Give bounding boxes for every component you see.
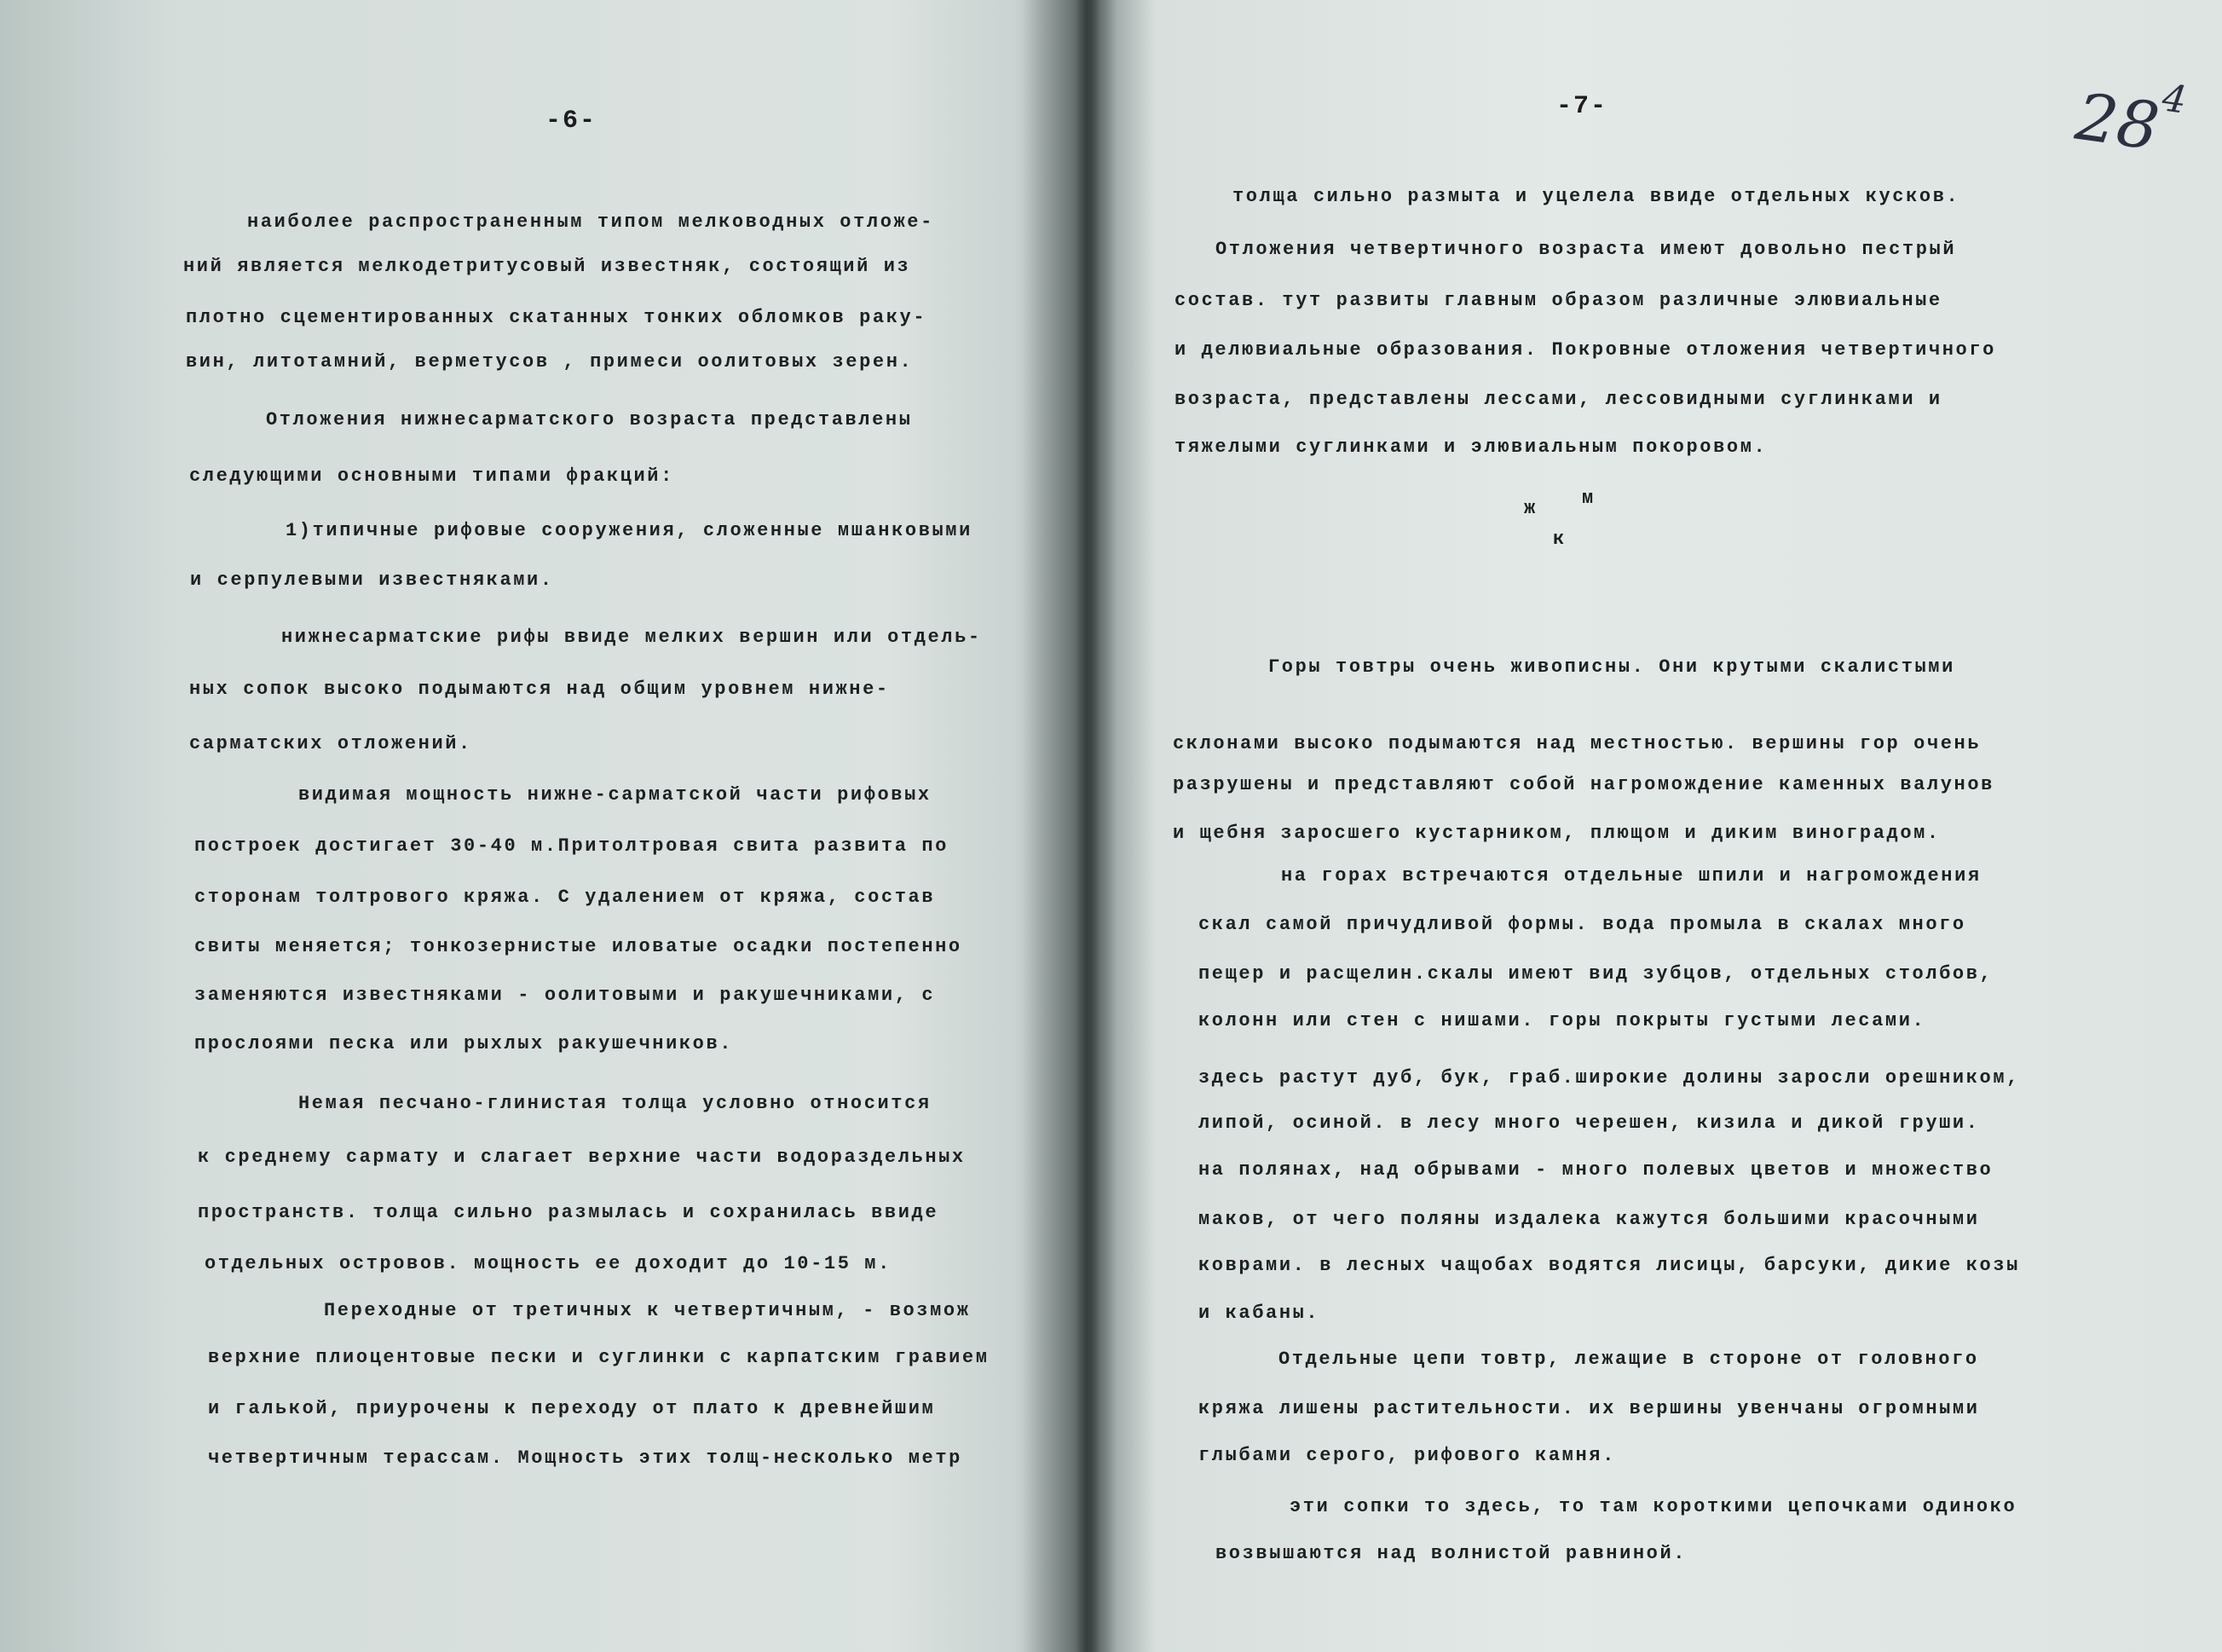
text-line: возраста, представлены лессами, лессовидными суглинками и xyxy=(1174,389,1942,410)
asterism-mark: ж xyxy=(1524,498,1536,519)
text-line: маков, от чего поляны издалека кажутся большими красочными xyxy=(1198,1209,1980,1230)
text-line: Горы товтры очень живописны. Они крутыми скалистыми xyxy=(1268,656,1955,678)
text-line: скал самой причудливой формы. вода промыла в скалах много xyxy=(1198,914,1966,935)
page-number: -6- xyxy=(545,107,597,136)
text-line: 1)типичные рифовые сооружения, сложенные мшанковыми xyxy=(286,520,972,541)
text-line: коврами. в лесных чащобах водятся лисицы, барсуки, дикие козы xyxy=(1198,1255,2020,1276)
text-line: пещер и расщелин.скалы имеют вид зубцов, отдельных столбов, xyxy=(1198,963,1994,985)
text-line: Переходные от третичных к четвертичным, - возмож xyxy=(324,1300,971,1321)
text-line: разрушены и представляют собой нагромождение каменных валунов xyxy=(1173,774,1994,795)
page-number: -7- xyxy=(1556,92,1608,121)
text-line: заменяются известняками - оолитовыми и ракушечниками, с xyxy=(194,985,936,1006)
text-line: верхние плиоцентовые пески и суглинки с карпатским гравием xyxy=(208,1347,990,1368)
text-line: возвышаются над волнистой равниной. xyxy=(1215,1543,1688,1564)
text-line: сарматских отложений. xyxy=(189,733,472,754)
text-line: на полянах, над обрывами - много полевых цветов и множество xyxy=(1198,1159,1994,1181)
text-line: Немая песчано-глинистая толща условно относится xyxy=(298,1093,932,1114)
archive-number-value: 28 xyxy=(2071,78,2164,165)
text-line: тяжелыми суглинками и элювиальным покоровом. xyxy=(1174,436,1768,458)
text-line: нижнесарматские рифы ввиде мелких вершин или отдель- xyxy=(281,627,982,648)
text-line: кряжа лишены растительности. их вершины увенчаны огромными xyxy=(1198,1398,1980,1419)
text-line: пространств. толща сильно размылась и сохранилась ввиде xyxy=(198,1202,939,1223)
text-line: склонами высоко подымаются над местностью. вершины гор очень xyxy=(1173,733,1982,754)
text-line: здесь растут дуб, бук, граб.широкие долины заросли орешником, xyxy=(1198,1067,2020,1089)
text-line: к среднему сармату и слагает верхние части водораздельных xyxy=(198,1147,966,1168)
text-line: глыбами серого, рифового камня. xyxy=(1198,1445,1616,1466)
text-line: прослоями песка или рыхлых ракушечников. xyxy=(194,1033,734,1054)
text-line: и щебня заросшего кустарником, плющом и диким виноградом. xyxy=(1173,823,1941,844)
text-line: ных сопок высоко подымаются над общим уровнем нижне- xyxy=(189,679,890,700)
text-line: плотно сцементированных скатанных тонких обломков раку- xyxy=(186,307,927,328)
text-line: колонн или стен с нишами. горы покрыты густыми лесами. xyxy=(1198,1010,1926,1031)
right-page xyxy=(1089,0,2222,1652)
text-line: липой, осиной. в лесу много черешен, кизила и дикой груши. xyxy=(1198,1112,1980,1134)
text-line: и кабаны. xyxy=(1198,1303,1320,1324)
text-line: и делювиальные образования. Покровные отложения четвертичного xyxy=(1174,339,1996,361)
asterism-mark: м xyxy=(1582,488,1594,509)
text-line: видимая мощность нижне-сарматской части рифовых xyxy=(298,784,932,806)
text-line: на горах встречаются отдельные шпили и нагромождения xyxy=(1281,865,1982,887)
text-line: следующими основными типами фракций: xyxy=(189,465,674,487)
text-line: толща сильно размыта и уцелела ввиде отдельных кусков. xyxy=(1232,186,1960,207)
text-line: отдельных островов. мощность ее доходит до 10-15 м. xyxy=(205,1253,892,1274)
text-line: Отложения нижнесарматского возраста представлены xyxy=(266,409,913,430)
asterism-mark: к xyxy=(1553,529,1565,550)
section-asterism xyxy=(1515,488,1618,556)
text-line: сторонам толтрового кряжа. С удалением от кряжа, состав xyxy=(194,887,936,908)
text-line: Отложения четвертичного возраста имеют довольно пестрый xyxy=(1215,239,1957,260)
text-line: четвертичным терассам. Мощность этих толщ-несколько метр xyxy=(208,1447,962,1469)
text-line: наиболее распространенным типом мелководных отложе- xyxy=(247,211,934,233)
text-line: эти сопки то здесь, то там короткими цепочками одиноко xyxy=(1290,1496,2017,1517)
archive-folio-number xyxy=(2071,76,2190,168)
text-line: ний является мелкодетритусовый известняк, состоящий из xyxy=(183,256,911,277)
text-line: построек достигает 30-40 м.Притолтровая свита развита по xyxy=(194,835,949,857)
text-line: и серпулевыми известняками. xyxy=(190,569,554,591)
text-line: и галькой, приурочены к переходу от плато к древнейшим xyxy=(208,1398,936,1419)
left-page xyxy=(0,0,1081,1652)
text-line: состав. тут развиты главным образом различные элювиальные xyxy=(1174,290,1942,311)
text-line: вин, литотамний, верметусов , примеси оолитовых зерен. xyxy=(186,351,914,373)
text-line: Отдельные цепи товтр, лежащие в стороне от головного xyxy=(1278,1349,1979,1370)
archive-number-superscript: 4 xyxy=(2159,76,2190,123)
text-line: свиты меняется; тонкозернистые иловатые осадки постепенно xyxy=(194,936,962,957)
